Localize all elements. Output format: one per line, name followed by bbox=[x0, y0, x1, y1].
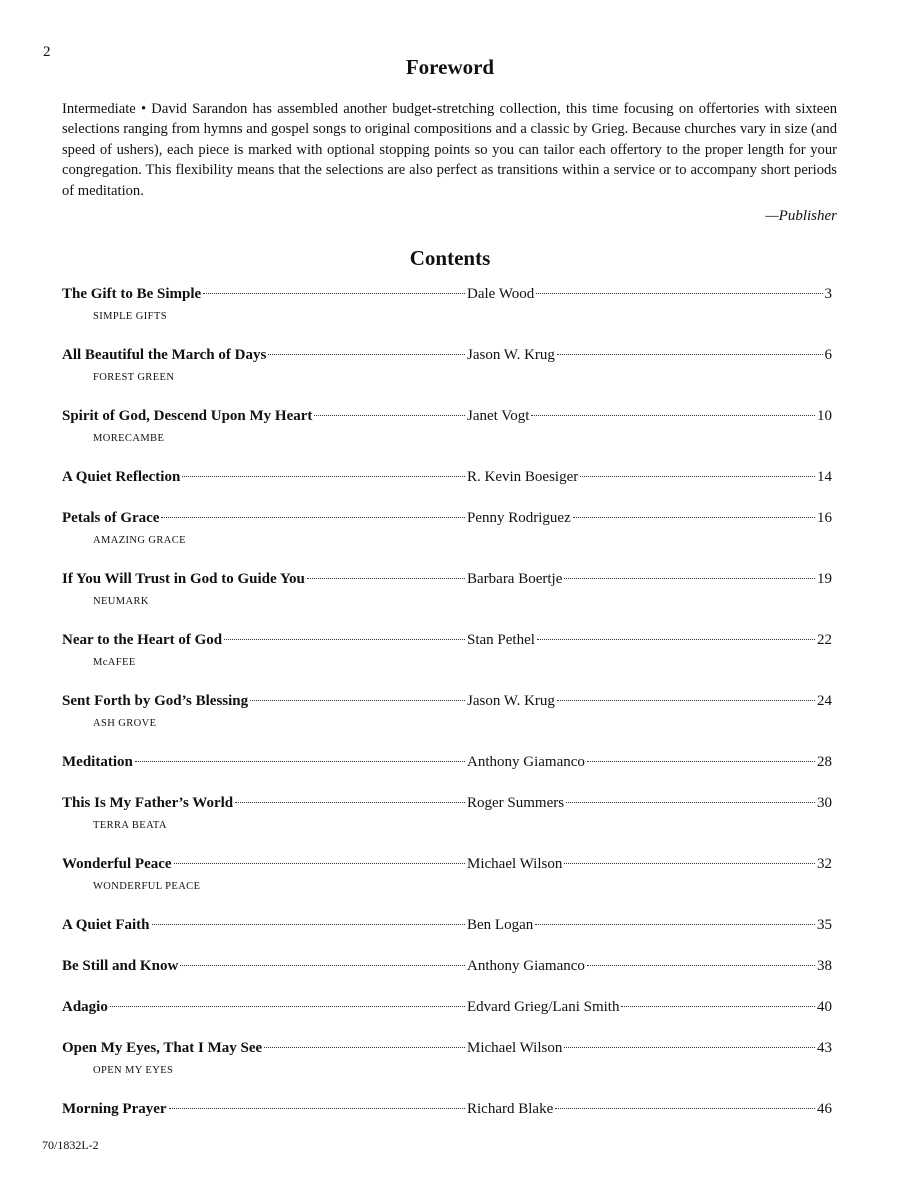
entry-composer: Janet Vogt bbox=[467, 408, 530, 424]
entry-composer: Dale Wood bbox=[467, 286, 535, 302]
entry-page: 30 bbox=[817, 795, 832, 811]
toc-entry bbox=[62, 693, 832, 754]
foreword-body: Intermediate • David Sarandon has assembled another budget-stretching collection, this time focusing on offertories with sixteen selections ranging from hymns and gospel songs to original compositions and a classic by Grieg. Because churches vary in size (and speed of ushers), each piece is marked with optional stopping points so you can tailor each offertory to the proper length for your congregation. This flexibility means that the selections are also perfect as transitions within a service or to accompany short periods of meditation. bbox=[62, 101, 837, 199]
entry-composer: Michael Wilson bbox=[467, 1040, 563, 1056]
dot-leader bbox=[224, 639, 465, 640]
entry-page: 14 bbox=[817, 469, 832, 485]
toc-entry bbox=[62, 632, 832, 693]
entry-composer: Richard Blake bbox=[467, 1101, 554, 1117]
foreword-title: Foreword bbox=[405, 55, 495, 79]
entry-composer: Jason W. Krug bbox=[467, 693, 555, 709]
entry-title: Sent Forth by God’s Blessing bbox=[62, 693, 249, 709]
entry-page: 28 bbox=[817, 754, 832, 770]
entry-tune-name: SIMPLE GIFTS bbox=[93, 311, 167, 322]
entry-title: The Gift to Be Simple bbox=[62, 286, 202, 302]
entry-tune-name: MORECAMBE bbox=[93, 433, 165, 444]
dot-leader bbox=[250, 700, 465, 701]
entry-page: 40 bbox=[817, 999, 832, 1015]
entry-composer: Roger Summers bbox=[467, 795, 565, 811]
table-of-contents bbox=[62, 286, 832, 1142]
toc-entry bbox=[62, 408, 832, 469]
entry-title: Meditation bbox=[62, 754, 133, 770]
dot-leader bbox=[314, 415, 465, 416]
entry-tune-name: TERRA BEATA bbox=[93, 820, 167, 831]
foreword-attribution: —Publisher bbox=[765, 208, 837, 224]
dot-leader bbox=[621, 1006, 815, 1007]
toc-entry bbox=[62, 469, 832, 510]
entry-title: Petals of Grace bbox=[62, 510, 160, 526]
dot-leader bbox=[235, 802, 465, 803]
entry-composer: R. Kevin Boesiger bbox=[467, 469, 579, 485]
entry-title: This Is My Father’s World bbox=[62, 795, 234, 811]
entry-page: 22 bbox=[817, 632, 832, 648]
toc-entry bbox=[62, 1101, 832, 1142]
dot-leader bbox=[557, 700, 815, 701]
page-number: 2 bbox=[43, 44, 51, 60]
dot-leader bbox=[152, 924, 465, 925]
entry-tune-name: WONDERFUL PEACE bbox=[93, 881, 201, 892]
entry-composer: Michael Wilson bbox=[467, 856, 563, 872]
dot-leader bbox=[307, 578, 465, 579]
entry-composer: Edvard Grieg/Lani Smith bbox=[467, 999, 620, 1015]
entry-page: 32 bbox=[817, 856, 832, 872]
dot-leader bbox=[110, 1006, 465, 1007]
entry-page: 38 bbox=[817, 958, 832, 974]
entry-page: 6 bbox=[824, 347, 832, 363]
entry-page: 10 bbox=[817, 408, 832, 424]
catalog-code: 70/1832L-2 bbox=[42, 1138, 99, 1152]
dot-leader bbox=[531, 415, 815, 416]
dot-leader bbox=[180, 965, 465, 966]
toc-entry bbox=[62, 1040, 832, 1101]
entry-composer: Ben Logan bbox=[467, 917, 534, 933]
dot-leader bbox=[182, 476, 465, 477]
entry-page: 16 bbox=[817, 510, 832, 526]
dot-leader bbox=[268, 354, 465, 355]
toc-entry bbox=[62, 510, 832, 571]
dot-leader bbox=[580, 476, 815, 477]
dot-leader bbox=[135, 761, 465, 762]
dot-leader bbox=[587, 965, 815, 966]
entry-title: If You Will Trust in God to Guide You bbox=[62, 571, 305, 587]
entry-composer: Anthony Giamanco bbox=[467, 958, 585, 974]
entry-title: Wonderful Peace bbox=[62, 856, 172, 872]
entry-title: Morning Prayer bbox=[62, 1101, 167, 1117]
dot-leader bbox=[564, 863, 815, 864]
toc-entry bbox=[62, 286, 832, 347]
entry-composer: Barbara Boertje bbox=[467, 571, 563, 587]
entry-page: 19 bbox=[817, 571, 832, 587]
toc-entry bbox=[62, 754, 832, 795]
dot-leader bbox=[537, 639, 815, 640]
entry-tune-name: McAFEE bbox=[93, 657, 136, 668]
entry-composer: Anthony Giamanco bbox=[467, 754, 585, 770]
toc-entry bbox=[62, 347, 832, 408]
entry-page: 3 bbox=[824, 286, 832, 302]
toc-entry bbox=[62, 999, 832, 1040]
entry-page: 24 bbox=[817, 693, 832, 709]
dot-leader bbox=[587, 761, 815, 762]
dot-leader bbox=[557, 354, 823, 355]
toc-entry bbox=[62, 571, 832, 632]
entry-title: A Quiet Reflection bbox=[62, 469, 181, 485]
entry-tune-name: ASH GROVE bbox=[93, 718, 157, 729]
contents-title: Contents bbox=[409, 246, 491, 270]
dot-leader bbox=[564, 578, 815, 579]
entry-tune-name: NEUMARK bbox=[93, 596, 149, 607]
entry-composer: Jason W. Krug bbox=[467, 347, 555, 363]
dot-leader bbox=[555, 1108, 815, 1109]
dot-leader bbox=[264, 1047, 465, 1048]
dot-leader bbox=[573, 517, 815, 518]
entry-title: Spirit of God, Descend Upon My Heart bbox=[62, 408, 313, 424]
dot-leader bbox=[203, 293, 465, 294]
dot-leader bbox=[161, 517, 465, 518]
entry-page: 46 bbox=[817, 1101, 832, 1117]
entry-title: All Beautiful the March of Days bbox=[62, 347, 267, 363]
dot-leader bbox=[174, 863, 465, 864]
entry-tune-name: AMAZING GRACE bbox=[93, 535, 186, 546]
toc-entry bbox=[62, 958, 832, 999]
entry-composer: Penny Rodriguez bbox=[467, 510, 571, 526]
toc-entry bbox=[62, 795, 832, 856]
dot-leader bbox=[536, 293, 822, 294]
entry-title: Near to the Heart of God bbox=[62, 632, 223, 648]
entry-composer: Stan Pethel bbox=[467, 632, 535, 648]
entry-title: A Quiet Faith bbox=[62, 917, 150, 933]
dot-leader bbox=[566, 802, 815, 803]
dot-leader bbox=[169, 1108, 465, 1109]
dot-leader bbox=[535, 924, 815, 925]
entry-title: Open My Eyes, That I May See bbox=[62, 1040, 263, 1056]
entry-title: Adagio bbox=[62, 999, 108, 1015]
entry-tune-name: OPEN MY EYES bbox=[93, 1065, 174, 1076]
toc-entry bbox=[62, 856, 832, 917]
dot-leader bbox=[564, 1047, 815, 1048]
entry-tune-name: FOREST GREEN bbox=[93, 372, 175, 383]
entry-title: Be Still and Know bbox=[62, 958, 179, 974]
toc-entry bbox=[62, 917, 832, 958]
entry-page: 35 bbox=[817, 917, 832, 933]
entry-page: 43 bbox=[817, 1040, 832, 1056]
